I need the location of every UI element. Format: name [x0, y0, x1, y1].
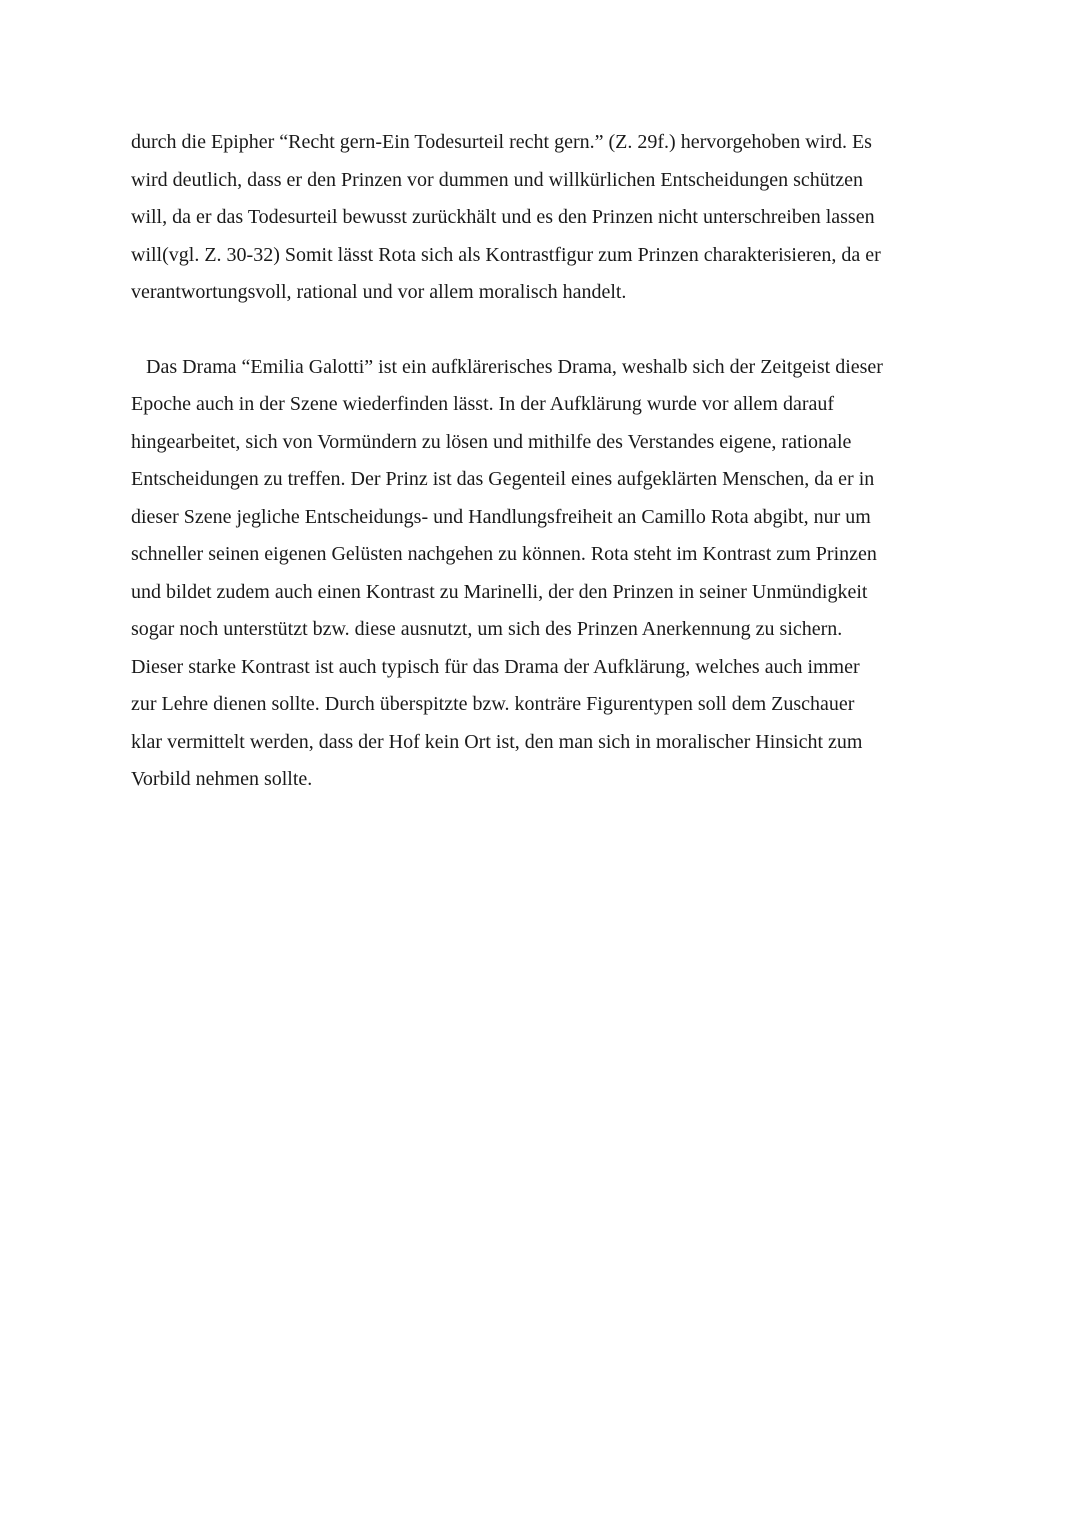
- paragraph-2: [131, 349, 951, 799]
- paragraph-1: [131, 124, 951, 312]
- text-line: Epoche auch in der Szene wiederfinden lässt. In der Aufklärung wurde vor allem darauf: [131, 393, 835, 415]
- text-line: verantwortungsvoll, rational und vor allem moralisch handelt.: [131, 281, 627, 303]
- document-body: [131, 124, 951, 799]
- text-line: sogar noch unterstützt bzw. diese ausnutzt, um sich des Prinzen Anerkennung zu sichern.: [131, 618, 843, 640]
- text-line: wird deutlich, dass er den Prinzen vor dummen und willkürlichen Entscheidungen schützen: [131, 168, 864, 191]
- text-line: schneller seinen eigenen Gelüsten nachgehen zu können. Rota steht im Kontrast zum Prinzen: [131, 543, 877, 565]
- text-line: durch die Epipher “Recht gern-Ein Todesurteil recht gern.” (Z. 29f.) hervorgehoben wird. Es: [131, 131, 872, 153]
- text-line: will(vgl. Z. 30-32) Somit lässt Rota sich als Kontrastfigur zum Prinzen charakterisieren, da er: [131, 243, 881, 266]
- text-line: zur Lehre dienen sollte. Durch überspitzte bzw. konträre Figurentypen soll dem Zuschauer: [131, 693, 855, 715]
- text-line: Vorbild nehmen sollte.: [131, 768, 313, 790]
- text-line: Das Drama “Emilia Galotti” ist ein aufklärerisches Drama, weshalb sich der Zeitgeist dieser: [146, 355, 883, 378]
- text-line: will, da er das Todesurteil bewusst zurückhält und es den Prinzen nicht unterschreiben lassen: [131, 206, 875, 228]
- text-line: klar vermittelt werden, dass der Hof kein Ort ist, den man sich in moralischer Hinsicht zum: [131, 730, 863, 753]
- text-line: und bildet zudem auch einen Kontrast zu Marinelli, der den Prinzen in seiner Unmündigkeit: [131, 580, 868, 603]
- text-line: dieser Szene jegliche Entscheidungs- und Handlungsfreiheit an Camillo Rota abgibt, nur um: [131, 505, 871, 528]
- text-line: hingearbeitet, sich von Vormündern zu lösen und mithilfe des Verstandes eigene, rationale: [131, 430, 852, 453]
- text-line: Entscheidungen zu treffen. Der Prinz ist das Gegenteil eines aufgeklärten Menschen, da er in: [131, 468, 875, 490]
- text-line: Dieser starke Kontrast ist auch typisch für das Drama der Aufklärung, welches auch immer: [131, 655, 860, 678]
